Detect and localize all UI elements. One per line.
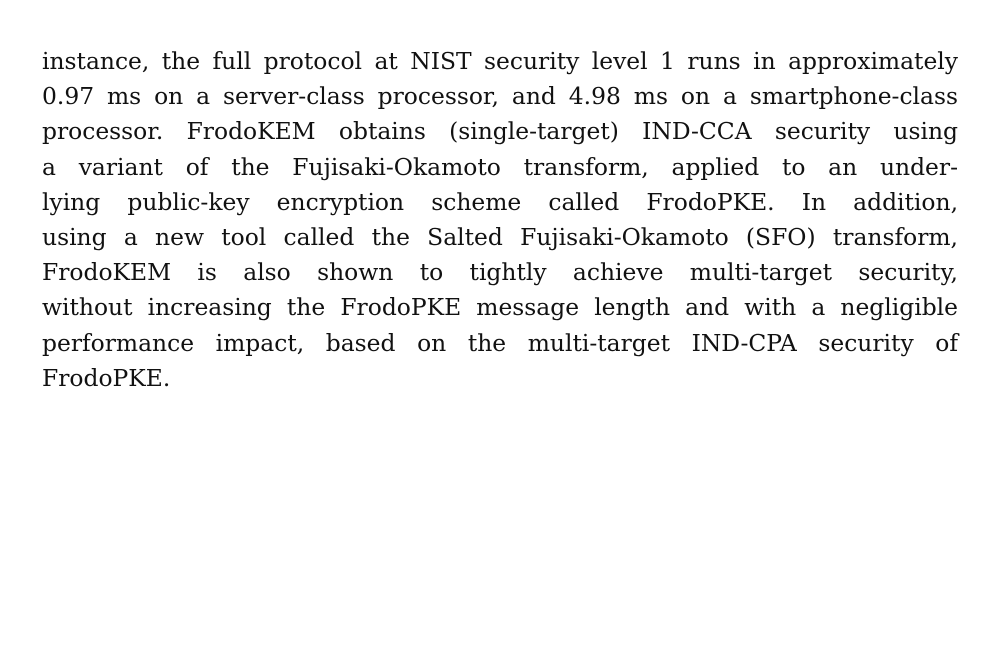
- body-paragraph: [42, 44, 958, 396]
- paragraph-line: using a new tool called the Salted Fujisaki-Okamoto (SFO) transform,: [42, 222, 958, 251]
- paragraph-line: 0.97 ms on a server-class processor, and 4.98 ms on a smartphone-class: [42, 82, 958, 111]
- paragraph-line: lying public-key encryption scheme called FrodoPKE. In addition,: [42, 187, 958, 216]
- paragraph-line-last: FrodoPKE.: [42, 363, 171, 392]
- paragraph-line: FrodoKEM is also shown to tightly achieve multi-target security,: [42, 258, 958, 287]
- paragraph-line: instance, the full protocol at NIST security level 1 runs in approximately: [42, 47, 958, 75]
- paragraph-line: a variant of the Fujisaki-Okamoto transform, applied to an under-: [42, 152, 958, 181]
- paragraph-line: processor. FrodoKEM obtains (single-target) IND-CCA security using: [42, 117, 958, 146]
- paragraph-line: performance impact, based on the multi-target IND-CPA security of: [42, 328, 958, 357]
- paragraph-line: without increasing the FrodoPKE message length and with a negligible: [42, 293, 958, 322]
